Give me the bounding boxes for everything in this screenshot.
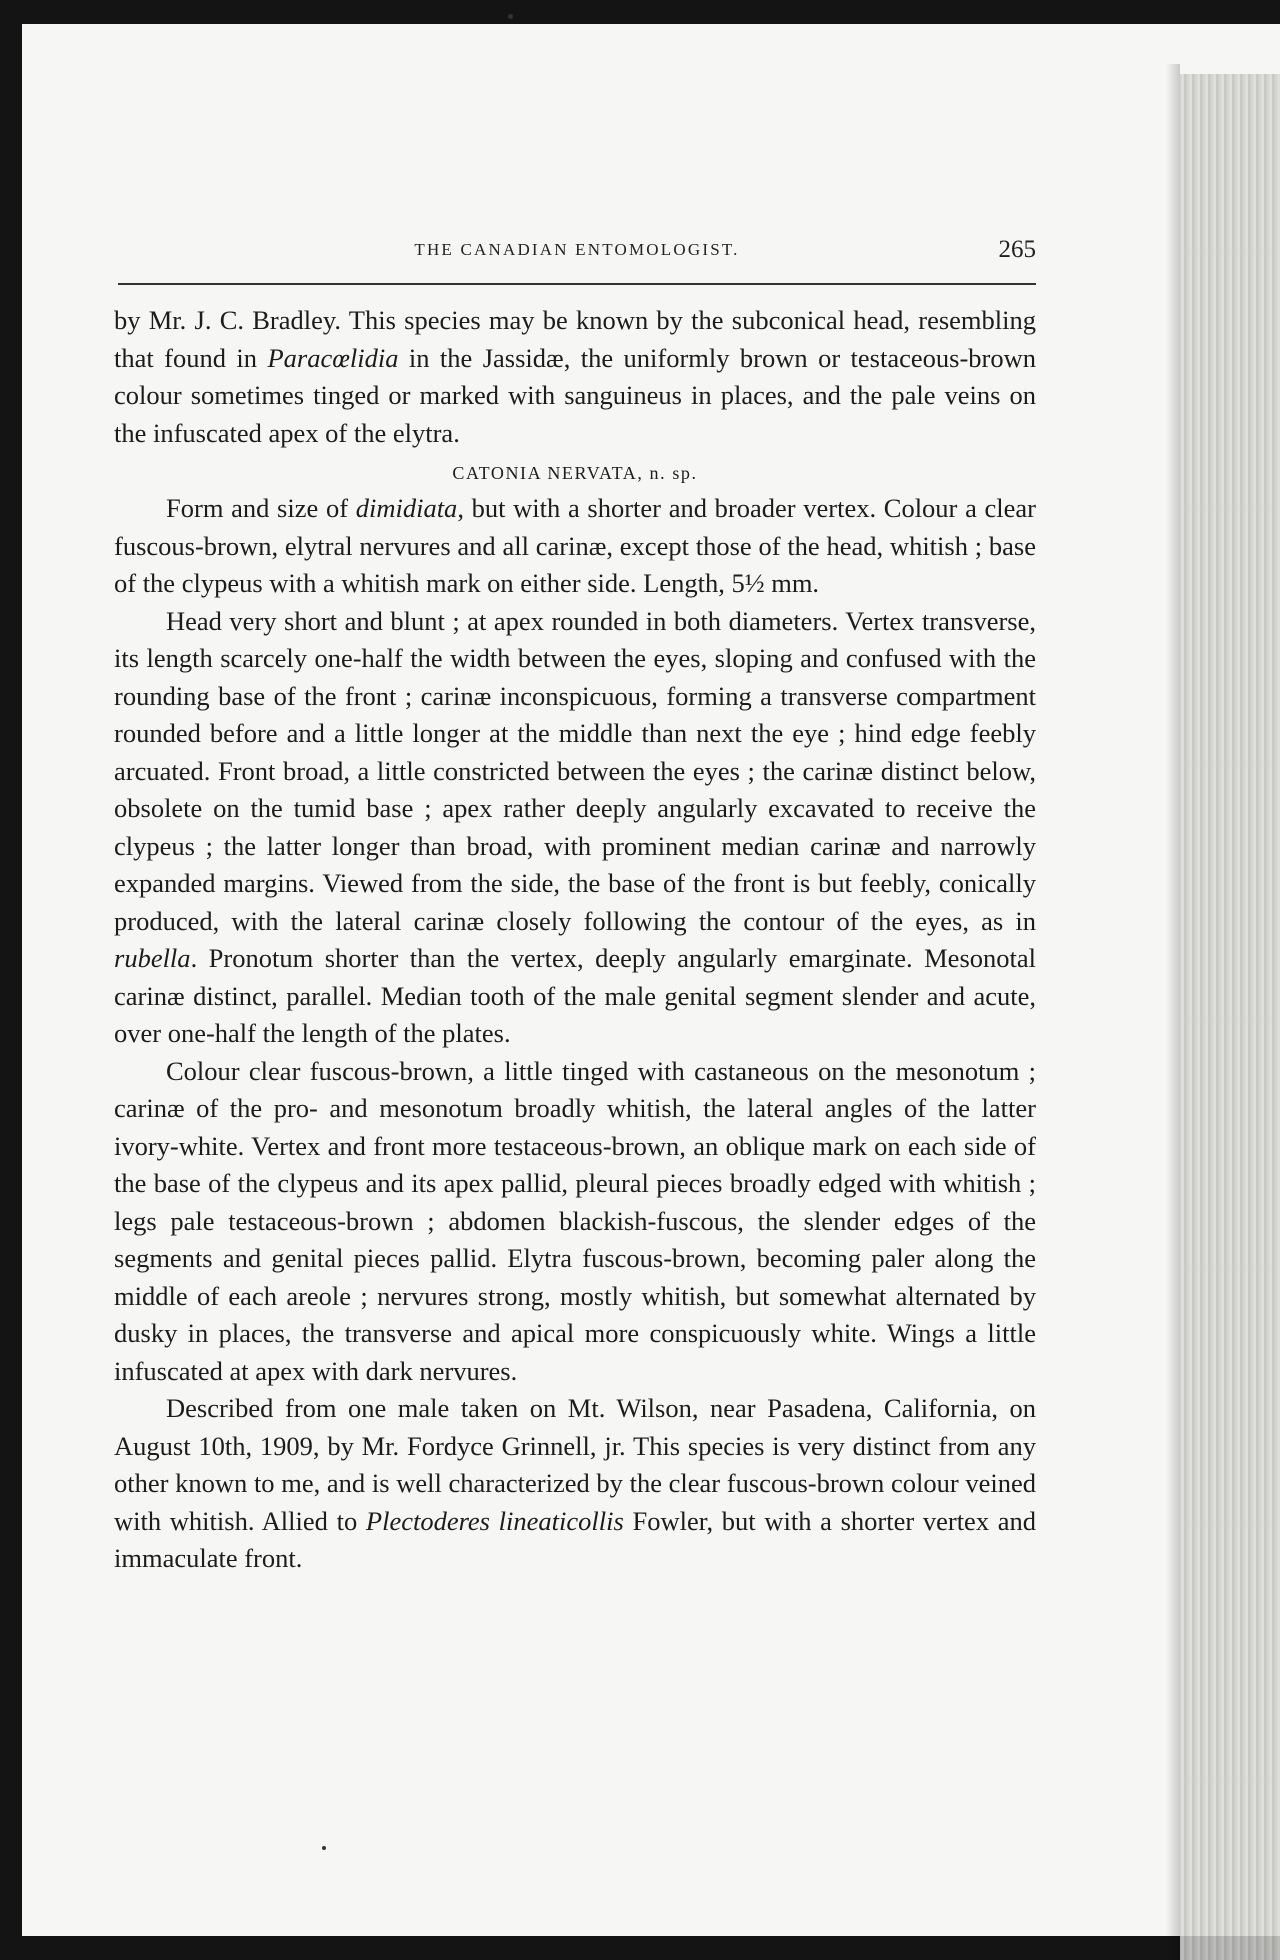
- page-gutter-shadow: [1166, 64, 1180, 1960]
- p2-species-name: rubella: [114, 943, 191, 973]
- print-speck: [508, 14, 513, 19]
- header-rule: [118, 283, 1036, 285]
- page-number: 265: [998, 236, 1036, 263]
- description-paragraph-1: [114, 490, 1036, 603]
- genus-name: Paracœlidia: [267, 342, 399, 373]
- species-heading: CATONIA NERVATA, n. sp.: [452, 463, 698, 483]
- description-paragraph-2: [114, 603, 1036, 1053]
- description-paragraph-4: [114, 1390, 1036, 1578]
- running-header: [118, 236, 1036, 276]
- page-edges: [1180, 74, 1280, 1960]
- running-title: THE CANADIAN ENTOMOLOGIST.: [414, 240, 740, 259]
- p2-text-b: . Pronotum shorter than the vertex, deeply angularly emarginate. Mesonotal carinæ distinct, parallel. Median tooth of the male genital segment slender and acute, over one-half the length of the plates.: [114, 943, 1036, 1048]
- intro-paragraph: [114, 302, 1036, 452]
- intro-text-1: by Mr. J. C. Bradley. This species may be known by the subconical head, resembling that found in: [114, 305, 1036, 373]
- print-speck: [322, 1846, 326, 1850]
- article-body: [114, 302, 1036, 1578]
- p4-text-b: Fowler, but with a shorter vertex and immaculate front.: [114, 1505, 1037, 1573]
- p2-text-a: Head very short and blunt ; at apex rounded in both diameters. Vertex transverse, its length scarcely one-half the width between the eyes, sloping and confused with the rounding base of the front ; carinæ inconspicuous, forming a transverse compartment rounded before and a little longer at the middle than next the eye ; hind edge feebly arcuated. Front broad, a little constricted between the eyes ; the carinæ distinct below, obsolete on the tumid base ; apex rather deeply angularly excavated to receive the clypeus ; the latter longer than broad, with prominent median carinæ and narrowly expanded margins. Viewed from the side, the base of the front is but feebly, conically produced, with the lateral carinæ closely following the contour of the eyes, as in: [114, 605, 1036, 936]
- p4-genus-name: Plectoderes lineaticollis: [365, 1505, 624, 1536]
- p1-text-a: Form and size of: [166, 493, 356, 523]
- p4-text-a: Described from one male taken on Mt. Wilson, near Pasadena, California, on August 10th, 1909, by Mr. Fordyce Grinnell, jr. This species is very distinct from any other known to me, and is well characterized by the clear fuscous-brown colour veined with whitish. Allied to: [114, 1393, 1036, 1536]
- p1-text-b: , but with a shorter and broader vertex. Colour a clear fuscous-brown, elytral nervures and all carinæ, except those of the head, whitish ; base of the clypeus with a whitish mark on either side. Length, 5½ mm.: [114, 493, 1036, 598]
- p1-species-name: dimidiata: [355, 493, 458, 523]
- book-page: [22, 24, 1280, 1936]
- description-paragraph-3: Colour clear fuscous-brown, a little tinged with castaneous on the mesonotum ; carinæ of the pro- and mesonotum broadly whitish, the lateral angles of the latter ivory-white. Vertex and front more testaceous-brown, an oblique mark on each side of the base of the clypeus and its apex pallid, pleural pieces broadly edged with whitish ; legs pale testaceous-brown ; abdomen blackish-fuscous, the slender edges of the segments and genital pieces pallid. Elytra fuscous-brown, becoming paler along the middle of each areole ; nervures strong, mostly whitish, but somewhat alternated by dusky in places, the transverse and apical more conspicuously white. Wings a little infuscated at apex with dark nervures.: [114, 1055, 1036, 1386]
- intro-text-2: in the Jassidæ, the uniformly brown or testaceous-brown colour sometimes tinged or marked with sanguineus in places, and the pale veins on the infuscated apex of the elytra.: [114, 342, 1036, 448]
